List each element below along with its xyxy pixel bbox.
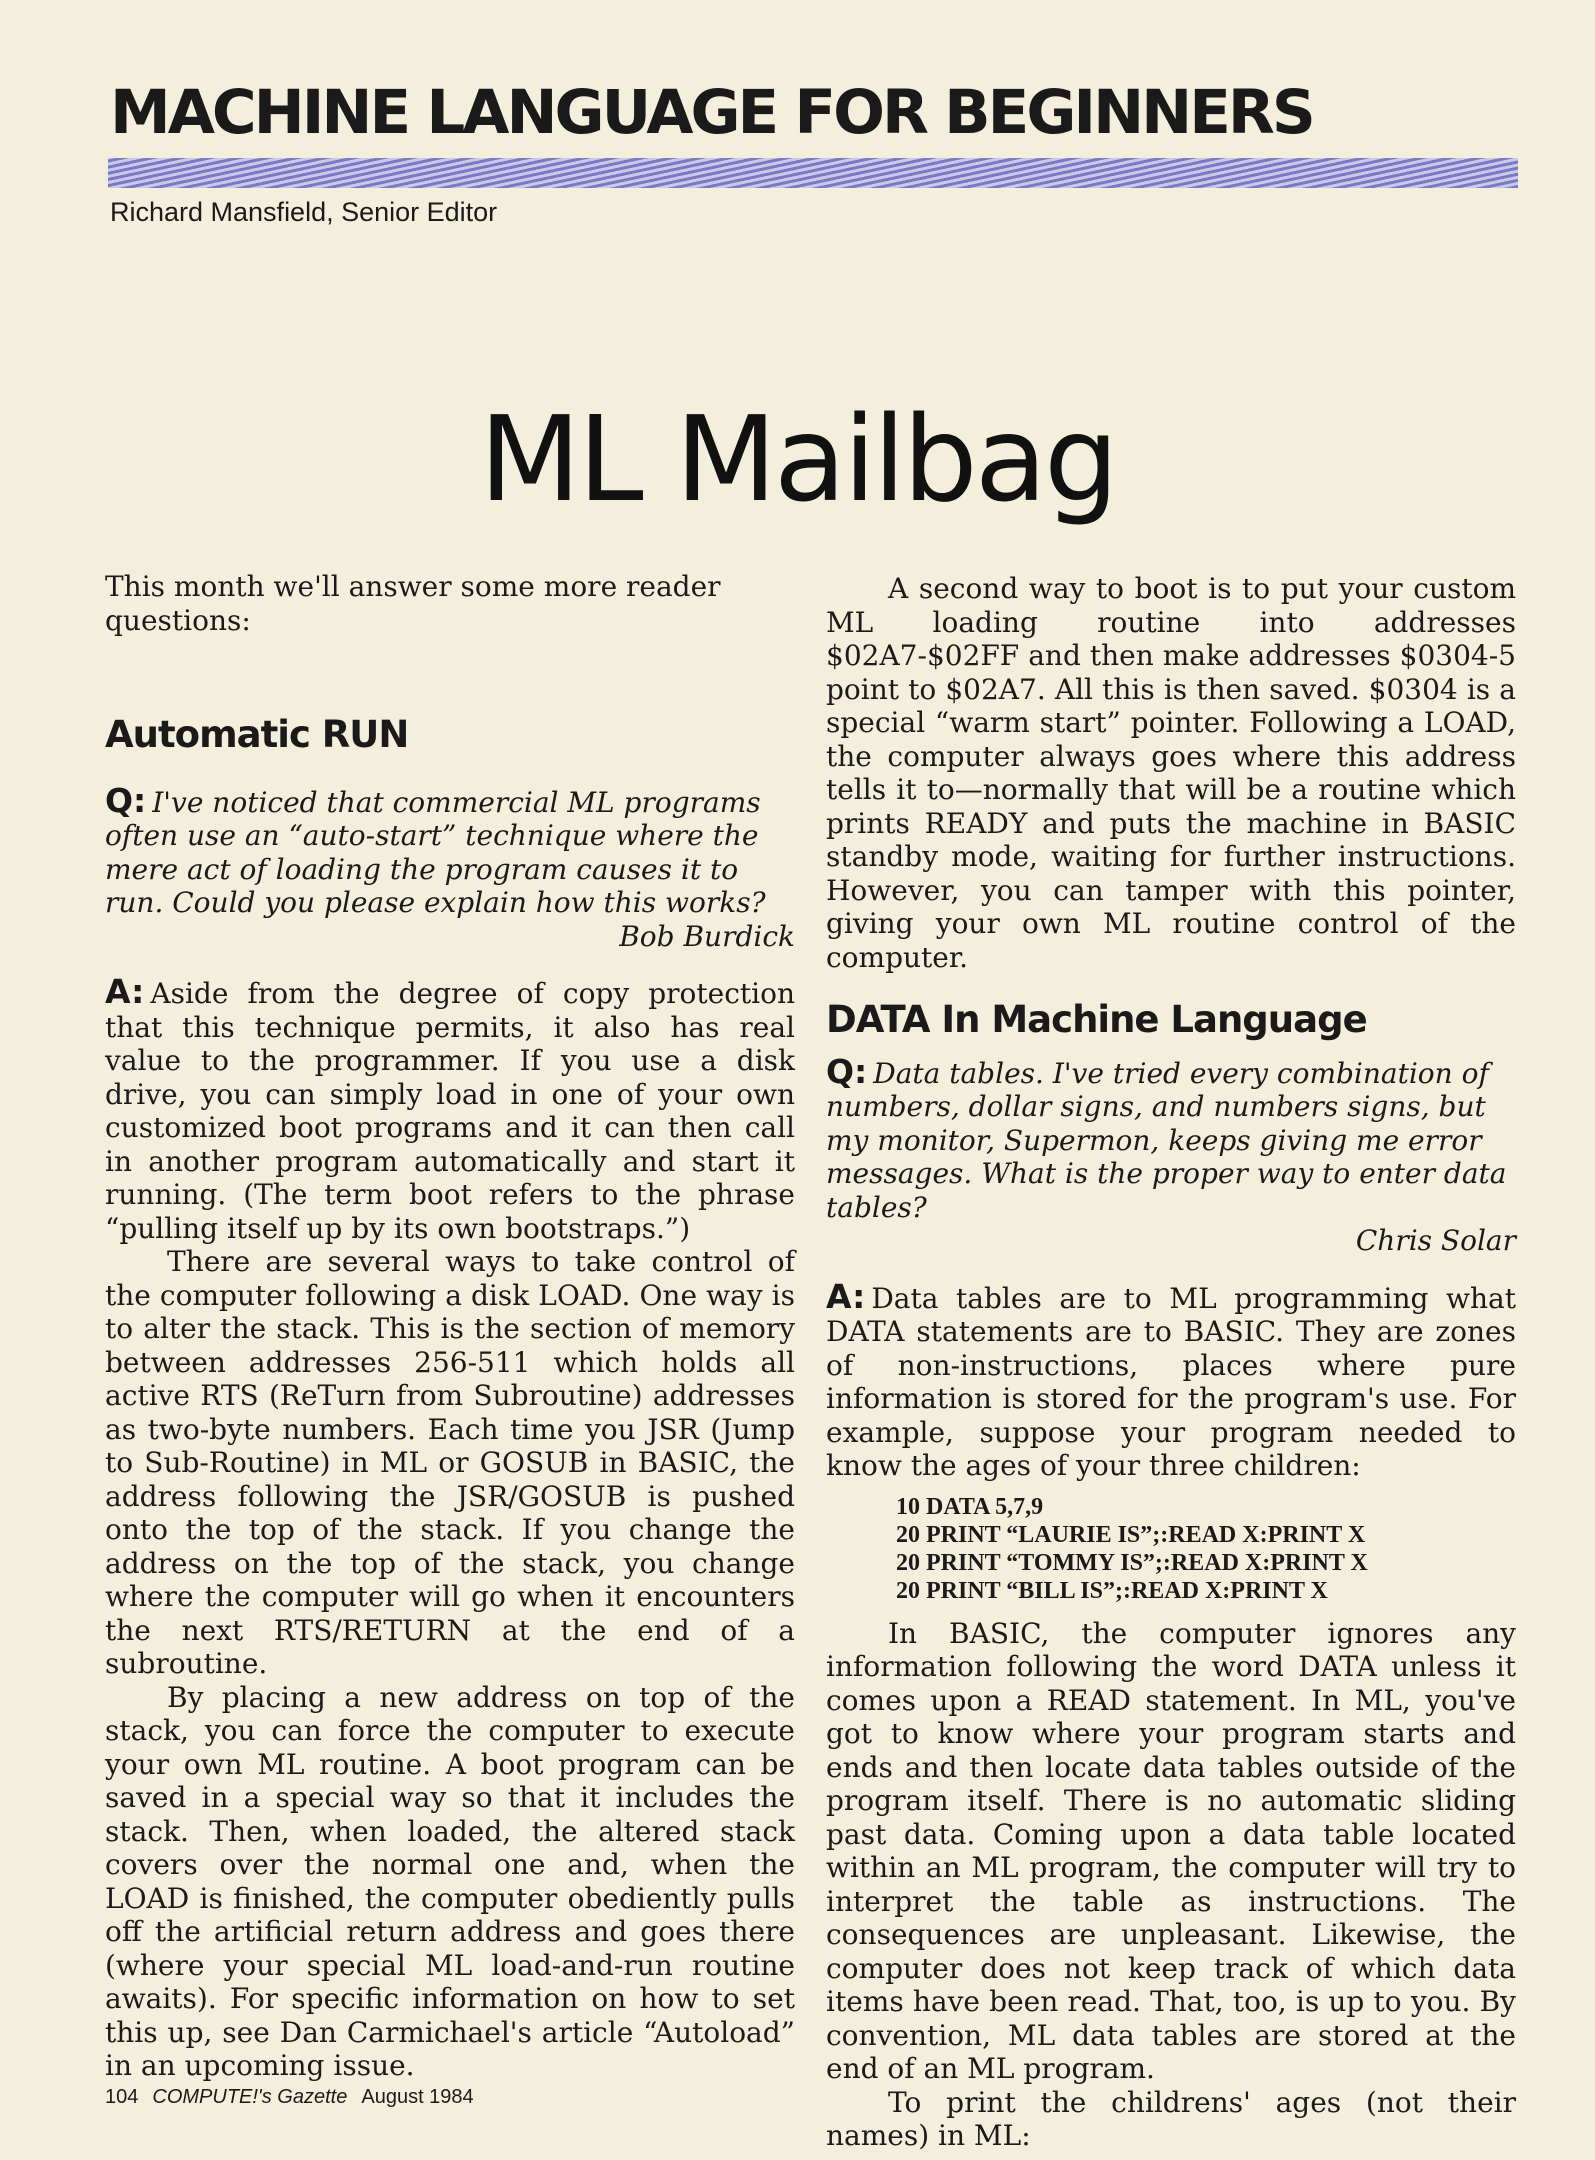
a-mark: A: xyxy=(826,1276,866,1316)
right-column xyxy=(826,572,1516,2153)
answer-2-paragraph-1 xyxy=(826,1276,1516,1483)
a-mark: A: xyxy=(105,972,145,1012)
intro-paragraph: This month we'll answer some more reader questions: xyxy=(105,570,721,637)
code-line: 20 PRINT “BILL IS”;:READ X:PRINT X xyxy=(896,1577,1328,1604)
q-mark: Q: xyxy=(826,1051,868,1091)
answer-1-paragraph-1-text: Aside from the degree of copy protection that this technique permits, it also has real value to the programmer. If you use a disk drive, you can simply load in one of your own customized boot programs and it can then call in another program automatically and start it running. (The term boot refers to the phrase “pulling itself up by its own bootstraps.”) xyxy=(105,977,795,1245)
series-title: MACHINE LANGUAGE FOR BEGINNERS xyxy=(110,77,1313,148)
question-2-text: Data tables. I've tried every combination of numbers, dollar signs, and numbers signs, but my monitor, Supermon, keeps giving me error messages. What is the proper way to enter data tables? xyxy=(826,1056,1507,1224)
magazine-name: COMPUTE!'s Gazette xyxy=(152,2086,348,2108)
q-mark: Q: xyxy=(105,780,147,820)
code-line: 10 DATA 5,7,9 xyxy=(896,1493,1044,1520)
question-2-attribution: Chris Solar xyxy=(1355,1224,1516,1258)
answer-2-paragraph-2: In BASIC, the computer ignores any information following the word DATA unless it comes upon a READ statement. In ML, you've got to know where your program starts and ends and then locate data tables outside of the program itself. There is no automatic sliding past data. Coming upon a data table located within an ML program, the computer will try to interpret the table as instructions. The consequences are unpleasant. Likewise, the computer does not keep track of which data items have been read. That, too, is up to you. By convention, ML data tables are stored at the end of an ML program. xyxy=(826,1616,1516,2086)
header-stripe-bar xyxy=(108,158,1518,188)
byline: Richard Mansfield, Senior Editor xyxy=(110,197,498,227)
article-title: ML Mailbag xyxy=(479,390,1116,528)
code-line: 20 PRINT “LAURIE IS”;:READ X:PRINT X xyxy=(896,1521,1366,1548)
answer-1-paragraph-2: There are several ways to take control of the computer following a disk LOAD. One way is to alter the stack. This is the section of memory between addresses 256-511 which holds all active RTS (ReTurn from Subroutine) addresses as two-byte numbers. Each time you JSR (Jump to Sub-Routine) in ML or GOSUB in BASIC, the address following the JSR/GOSUB is pushed onto the top of the stack. If you change the address on the top of the stack, you change where the computer will go when it encounters the next RTS/RETURN at the end of a subroutine. xyxy=(105,1245,795,1681)
answer-1-paragraph-4: A second way to boot is to put your custom ML loading routine into addresses $02A7-$02FF and then make addresses $0304-5 point to $02A7. All this is then saved. $0304 is a special “warm start” pointer. Following a LOAD, the computer always goes where this address tells it to—normally that will be a routine which prints READY and puts the machine in BASIC standby mode, waiting for further instructions. However, you can tamper with this pointer, giving your own ML routine control of the computer. xyxy=(826,572,1516,974)
answer-2-paragraph-1-text: Data tables are to ML programming what DATA statements are to BASIC. They are zones of non-instructions, places where pure information is stored for the program's use. For example, suppose your program needed to know the ages of your three children: xyxy=(826,1281,1516,1483)
code-line: 20 PRINT “TOMMY IS”;:READ X:PRINT X xyxy=(896,1549,1368,1576)
page-footer xyxy=(105,2086,488,2109)
basic-code-listing xyxy=(826,1493,1516,1605)
answer-1-paragraph-1 xyxy=(105,972,795,1245)
question-2 xyxy=(826,1051,1516,1225)
question-1 xyxy=(105,780,795,920)
issue-date: August 1984 xyxy=(361,2086,474,2108)
answer-1-paragraph-3: By placing a new address on top of the stack, you can force the computer to execute your own ML routine. A boot program can be saved in a special way so that it includes the stack. Then, when loaded, the altered stack covers over the normal one and, when the LOAD is finished, the computer obediently pulls off the artificial return address and goes there (where your special ML load-and-run routine awaits). For specific information on how to set this up, see Dan Carmichael's article “Autoload” in an upcoming issue. xyxy=(105,1680,795,2083)
question-1-attribution: Bob Burdick xyxy=(619,919,795,953)
left-column xyxy=(105,570,795,2083)
page-number: 104 xyxy=(105,2086,139,2108)
section-heading-automatic-run: Automatic RUN xyxy=(105,713,409,756)
answer-2-paragraph-3: To print the childrens' ages (not their names) in ML: xyxy=(826,2085,1516,2153)
section-heading-data-in-ml: DATA In Machine Language xyxy=(826,998,1367,1041)
question-1-text: I've noticed that commercial ML programs often use an “auto-start” technique where the mere act of loading the program causes it to run. Could you please explain how this works? xyxy=(105,785,766,920)
